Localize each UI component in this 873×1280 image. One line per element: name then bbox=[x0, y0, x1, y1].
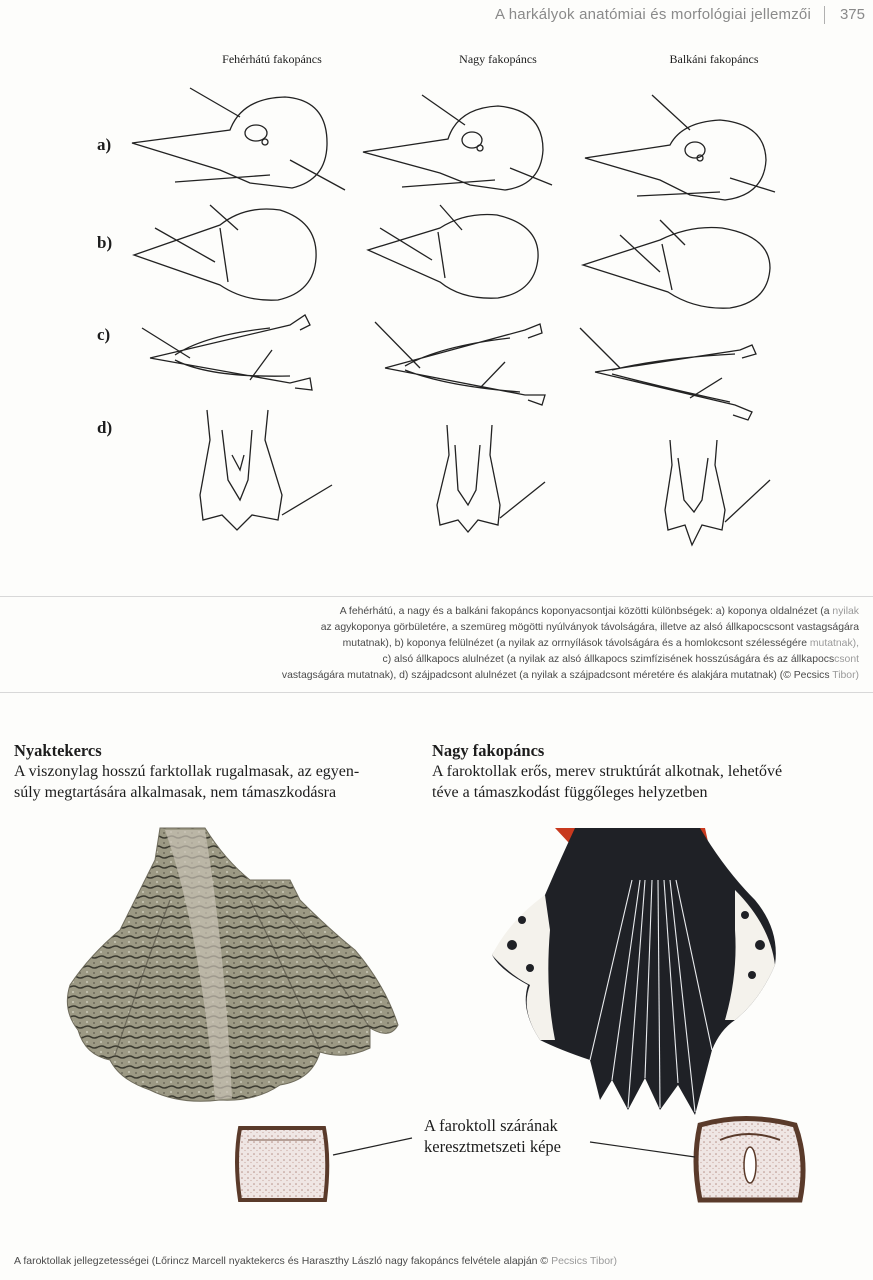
skull-caption bbox=[79, 604, 859, 684]
woodpecker-section bbox=[432, 741, 852, 803]
row-label-a: a) bbox=[97, 135, 112, 154]
section-title: Nyaktekercs bbox=[14, 741, 102, 760]
mandible-great-spotted bbox=[375, 322, 545, 405]
palatine-great-spotted bbox=[437, 425, 545, 532]
pointer-line-right bbox=[590, 1142, 695, 1157]
label-line: A faroktoll szárának bbox=[424, 1116, 558, 1135]
woodpecker-tail-photo bbox=[492, 828, 776, 1115]
cross-section-left bbox=[237, 1128, 327, 1200]
caption-line: mutatnak), b) koponya felülnézet (a nyilak az orrnyílások távolságára és a homlokcsont szélességére mutatnak), bbox=[342, 638, 859, 649]
caption-line: vastagságára mutatnak), d) szájpadcsont alulnézet (a nyilak a szájpadcsont méretére és alakjára mutatnak) (© Pecsics Tibor) bbox=[281, 670, 859, 681]
label-line: keresztmetszeti képe bbox=[424, 1137, 561, 1156]
wryneck-tail-photo bbox=[67, 828, 398, 1101]
palatine-white-backed bbox=[200, 410, 332, 530]
tail-caption: A faroktollak jellegzetességei (Lőrincz Marcell nyaktekercs és Haraszthy László nagy fakopáncs felvétele alapján © Pecsics Tibor) bbox=[14, 1255, 618, 1267]
wryneck-section bbox=[14, 741, 414, 803]
figure-divider-bottom bbox=[0, 692, 873, 693]
figure-divider-top bbox=[0, 596, 873, 597]
section-text-line: A faroktollak erős, merev struktúrát alkotnak, lehetővé bbox=[432, 763, 783, 780]
skull-side-white-backed bbox=[132, 88, 345, 190]
column-heading-great-spotted: Nagy fakopáncs bbox=[459, 52, 537, 66]
caption-line: c) alsó állkapocs alulnézet (a nyilak az alsó állkapocs szimfízisének hosszúságára és az állkapocscsont bbox=[382, 654, 859, 665]
page-number: 375 bbox=[839, 6, 865, 23]
section-text-line: A viszonylag hosszú farktollak rugalmasak, az egyen- bbox=[14, 763, 360, 780]
palatine-syrian bbox=[665, 440, 770, 545]
mandible-white-backed bbox=[142, 315, 312, 390]
skull-side-great-spotted bbox=[363, 95, 552, 190]
skull-top-great-spotted bbox=[368, 205, 538, 298]
caption-line: A fehérhátú, a nagy és a balkáni fakopáncs koponyacsontjai közötti különbségek: a) koponya oldalnézet (a nyilak bbox=[339, 606, 859, 617]
skull-top-white-backed bbox=[134, 205, 316, 300]
skull-top-syrian bbox=[583, 220, 770, 308]
column-heading-white-backed: Fehérhátú fakopáncs bbox=[222, 52, 322, 66]
pointer-line-left bbox=[333, 1138, 412, 1155]
row-label-c: c) bbox=[97, 325, 111, 344]
row-label-d: d) bbox=[97, 418, 113, 437]
cross-section-label bbox=[424, 1115, 561, 1157]
section-text-line: súly megtartására alkalmasak, nem támaszkodásra bbox=[14, 784, 337, 801]
cross-section-right bbox=[696, 1119, 803, 1201]
column-heading-syrian: Balkáni fakopáncs bbox=[669, 52, 759, 66]
section-title: Nagy fakopáncs bbox=[432, 741, 545, 760]
row-label-b: b) bbox=[97, 233, 113, 252]
skull-side-syrian bbox=[585, 95, 775, 200]
caption-line: az agykoponya görbületére, a szemüreg mögötti nyúlványok távolságára, illetve az alsó állkapocscsont vastagságára bbox=[320, 622, 859, 633]
mandible-syrian bbox=[580, 328, 756, 420]
section-text-line: téve a támaszkodást függőleges helyzetben bbox=[432, 784, 708, 801]
running-title: A harkályok anatómiai és morfológiai jellemzői bbox=[494, 6, 811, 23]
